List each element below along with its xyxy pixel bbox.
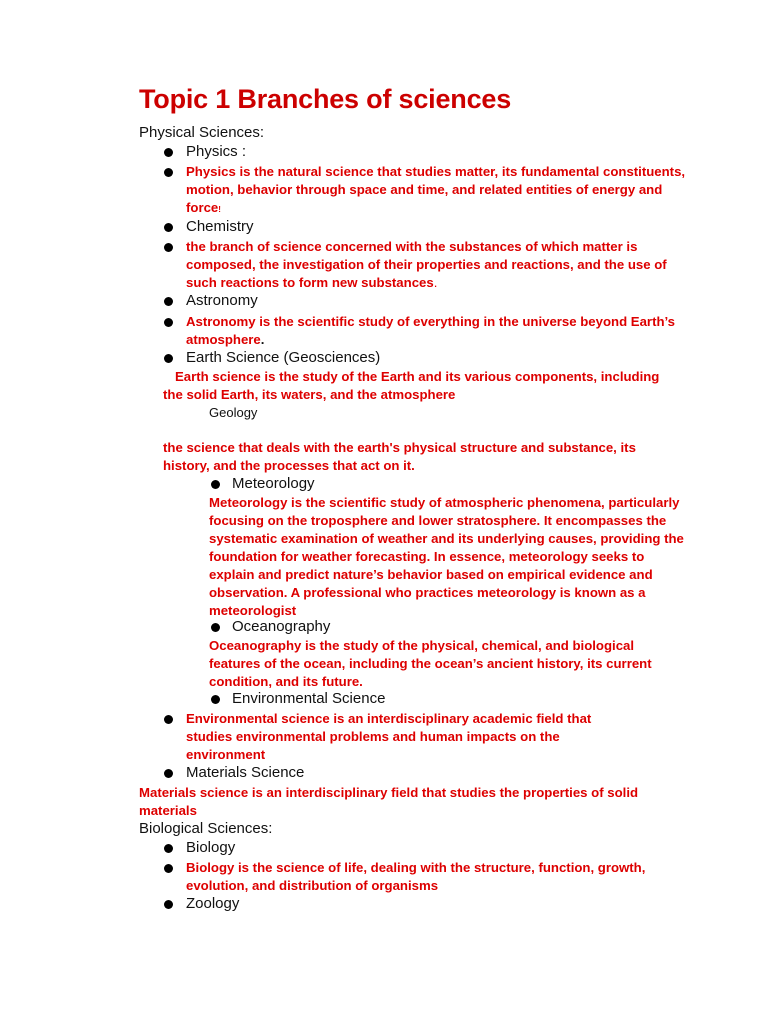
- astronomy-definition: Astronomy is the scientific study of everything in the universe beyond Earth’s atmosphere.: [186, 314, 676, 347]
- bullet-icon: [164, 769, 173, 778]
- bullet-icon: [164, 318, 173, 327]
- bullet-icon: [164, 354, 173, 363]
- earth-science-label: Earth Science (Geosciences): [186, 349, 381, 366]
- environmental-science-definition: Environmental science is an interdisciplinary academic field that studies environmental problems and human impacts on the environment: [186, 711, 592, 762]
- bullet-icon: [164, 297, 173, 306]
- zoology-label: Zoology: [186, 895, 240, 912]
- geology-definition: the science that deals with the earth's physical structure and substance, its history, and the processes that act on it.: [163, 440, 636, 473]
- biology-definition: Biology is the science of life, dealing with the structure, function, growth, evolution, and distribution of organisms: [186, 860, 646, 893]
- bullet-icon: [164, 223, 173, 232]
- oceanography-label: Oceanography: [232, 618, 331, 635]
- bullet-icon: [211, 623, 220, 632]
- physical-sciences-heading: Physical Sciences:: [139, 124, 265, 141]
- bullet-icon: [164, 844, 173, 853]
- meteorology-definition: Meteorology is the scientific study of atmospheric phenomena, particularly focusing on the troposphere and lower stratosphere. It encompasses the systematic examination of weather and its underlying causes, providing the foundation for weather forecasting. In essence, meteorology seeks to explain and predict nature’s behavior based on empirical evidence and observation. A professional who practices meteorology is known as a meteorologist: [209, 495, 684, 618]
- meteorology-label: Meteorology: [232, 475, 315, 492]
- bullet-icon: [164, 168, 173, 177]
- astronomy-label: Astronomy: [186, 292, 258, 309]
- bullet-icon: [211, 480, 220, 489]
- biological-sciences-heading: Biological Sciences:: [139, 820, 273, 837]
- chemistry-definition: the branch of science concerned with the substances of which matter is composed, the investigation of their properties and reactions, and the use of such reactions to form new substances.: [186, 239, 667, 290]
- bullet-icon: [164, 864, 173, 873]
- oceanography-definition: Oceanography is the study of the physical, chemical, and biological features of the ocean, including the ocean’s ancient history, its current condition, and its future.: [209, 638, 652, 689]
- bullet-icon: [164, 715, 173, 724]
- environmental-science-label: Environmental Science: [232, 690, 386, 707]
- bullet-icon: [211, 695, 220, 704]
- materials-science-label: Materials Science: [186, 764, 305, 781]
- earth-science-definition: Earth science is the study of the Earth and its various components, including the solid Earth, its waters, and the atmosphere: [163, 369, 660, 402]
- physics-mark: !: [218, 205, 221, 214]
- materials-science-definition: Materials science is an interdisciplinary field that studies the properties of solid materials: [139, 785, 639, 818]
- physics-definition: Physics is the natural science that studies matter, its fundamental constituents, motion, behavior through space and time, and related entities of energy and force!: [186, 164, 686, 215]
- physics-label: Physics :: [186, 143, 247, 160]
- bullet-icon: [164, 900, 173, 909]
- chemistry-label: Chemistry: [186, 218, 254, 235]
- biology-label: Biology: [186, 839, 236, 856]
- bullet-icon: [164, 148, 173, 157]
- geology-label: Geology: [209, 405, 258, 420]
- bullet-icon: [164, 243, 173, 252]
- page-title: Topic 1 Branches of sciences: [139, 84, 512, 114]
